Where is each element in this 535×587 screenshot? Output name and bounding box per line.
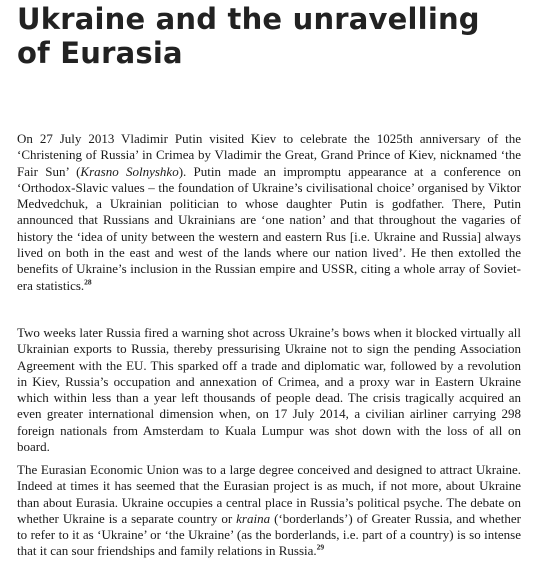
chapter-title	[17, 0, 518, 70]
paragraph-3	[17, 462, 521, 560]
paragraph-3-italic-term: kraina	[236, 510, 271, 526]
paragraph-1	[17, 131, 521, 294]
paragraph-1-text-a: On 27 July 2013 Vladimir Putin visited Kiev to celebrate the 1025th anniversary of the ‘Christening of Russia’ in Crimea by Vladimir the Great, Grand Prince of Kiev, nicknamed ‘the Fair Sun’ (	[17, 131, 521, 179]
footnote-ref-29[interactable]: 29	[316, 543, 325, 553]
paragraph-1-italic-term: Krasno Solnyshko	[80, 163, 179, 179]
paragraph-3-text-a: The Eurasian Economic Union was to a large degree conceived and designed to attract Ukraine. Indeed at times it has seemed that the Eurasian project is as much, if not more, about Ukraine than about Eurasia. Ukraine occupies a central place in Russia’s political psyche. The debate on whether Ukraine is a separate country or	[17, 462, 521, 526]
paragraph-2-text: Two weeks later Russia fired a warning shot across Ukraine’s bows when it blocked virtually all Ukrainian exports to Russia, thereby pressurising Ukraine not to sign the pending Association Agreement with the EU. This sparked off a trade and diplomatic war, followed by a revolution in Kiev, Russia’s occupation and annexation of Crimea, and a proxy war in Eastern Ukraine which within less than a year left thousands of people dead. The crisis tragically acquired an even greater international dimension when, on 17 July 2014, a civilian airliner carrying 298 foreign nationals from Amsterdam to Kuala Lumpur was shot down with the loss of all on board.	[17, 325, 521, 455]
paragraph-1-text-b: ). Putin made an impromptu appearance at a conference on ‘Orthodox-Slavic values – the foundation of Ukraine’s civilisational choice’ organised by Viktor Medvedchuk, a Ukrainian politician to whose daughter Putin is godfather. There, Putin announced that Russians and Ukrainians are ‘one nation’ and that throughout the vagaries of history the ‘idea of unity between the western and eastern Rus [i.e. Ukraine and Russia] always lived on both in the east and west of the lands where our nation lived’. He then extolled the benefits of Ukraine’s inclusion in the Russian empire and USSR, citing a whole array of Soviet-era statistics.	[17, 163, 522, 293]
chapter-title-line-1: Ukraine and the unravelling	[17, 2, 480, 36]
footnote-ref-28[interactable]: 28	[84, 277, 92, 287]
chapter-title-line-2: of Eurasia	[17, 36, 183, 70]
paragraph-3-text-b: (‘borderlands’) of Greater Russia, and whether to refer to it as ‘Ukraine’ or ‘the Ukraine’ (as the borderlands, i.e. part of a country) is so intense that it can sour friendships and family relations in Russia.	[17, 510, 521, 559]
paragraph-2	[17, 325, 521, 455]
